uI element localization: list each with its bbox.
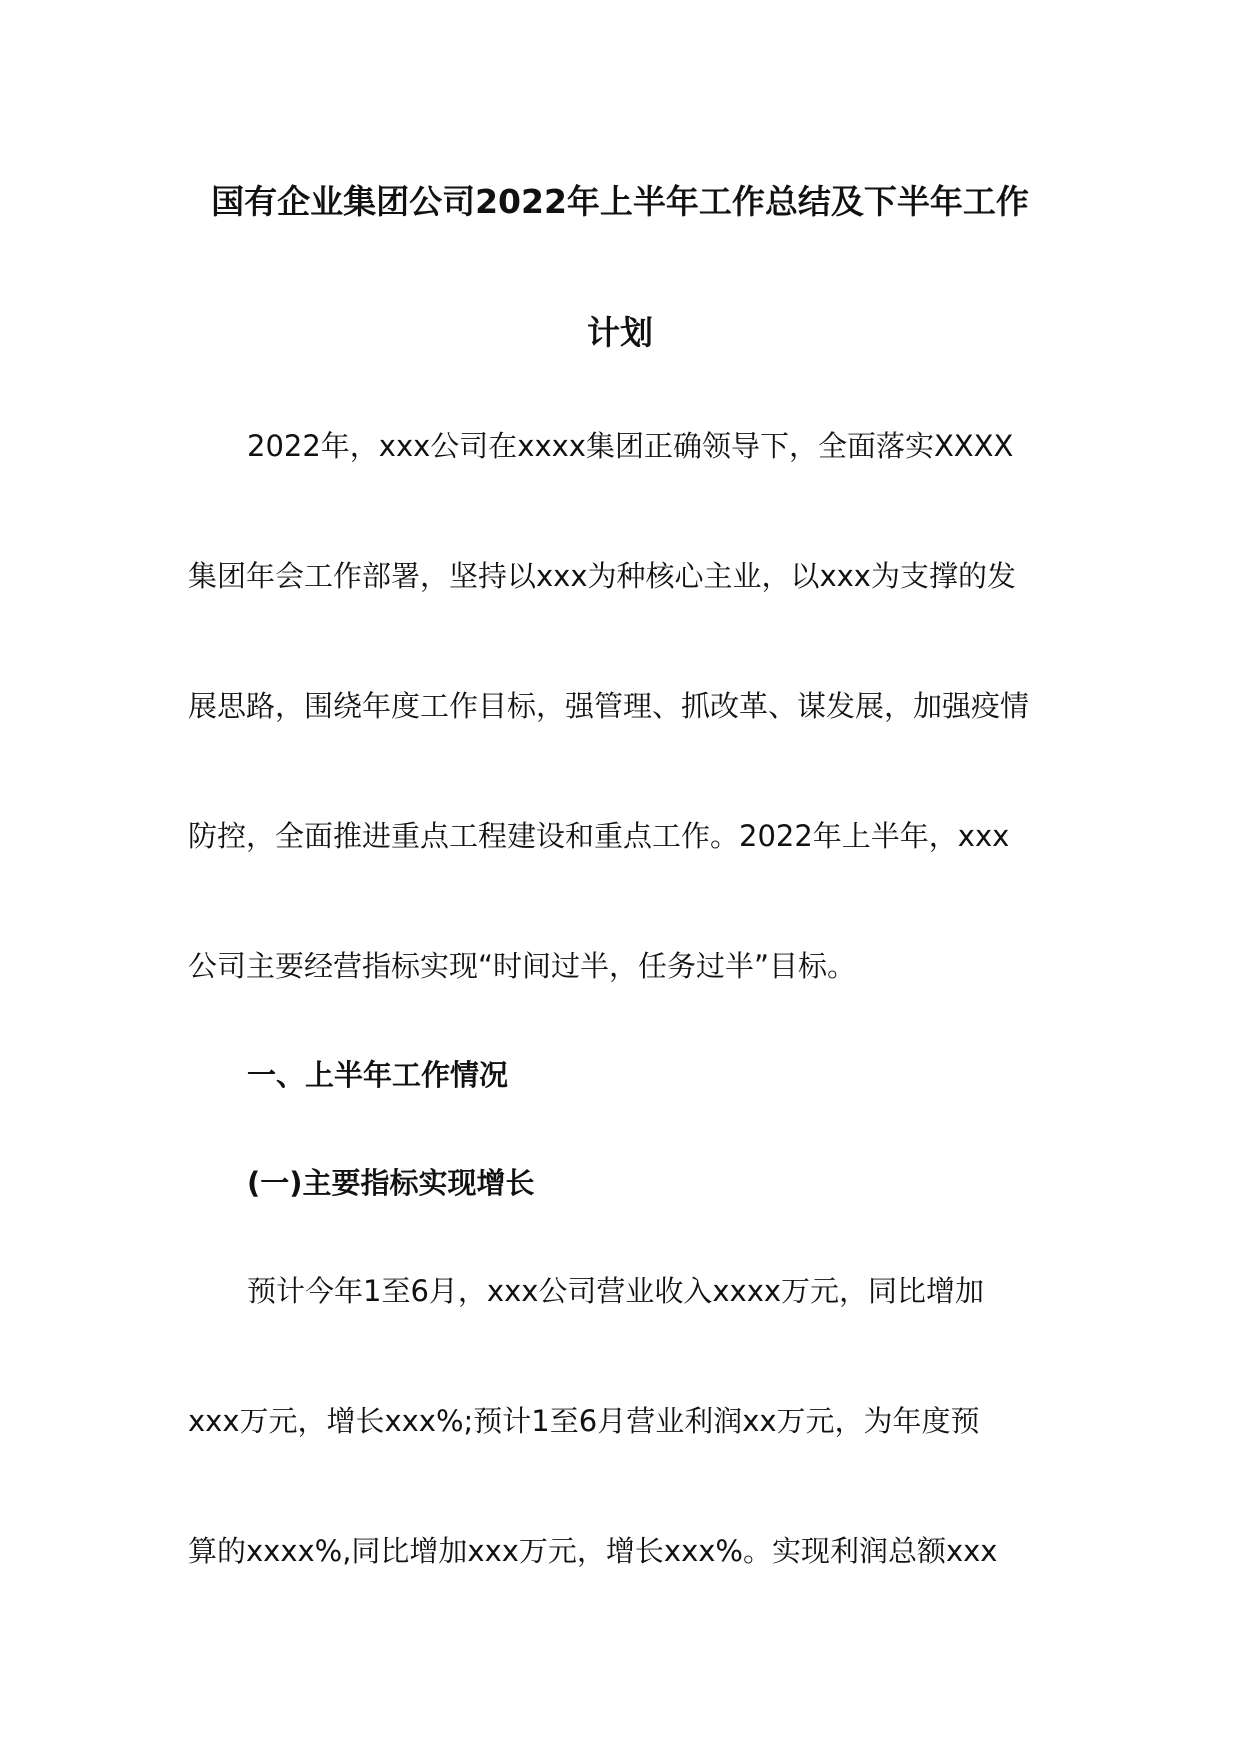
intro-line-2: 集团年会工作部署，坚持以xxx为种核心主业，以xxx为支撑的发 — [188, 559, 1016, 593]
intro-line-1: 2022年，xxx公司在xxxx集团正确领导下，全面落实XXXX — [247, 429, 1014, 463]
intro-line-4: 防控，全面推进重点工程建设和重点工作。2022年上半年，xxx — [188, 819, 1010, 853]
document-title-line-1: 国有企业集团公司2022年上半年工作总结及下半年工作 — [211, 182, 1029, 221]
body-line-2: xxx万元，增长xxx%;预计1至6月营业利润xx万元，为年度预 — [188, 1404, 980, 1438]
section-heading: 一、上半年工作情况 — [247, 1058, 509, 1092]
body-line-3: 算的xxxx%,同比增加xxx万元，增长xxx%。实现利润总额xxx — [188, 1534, 998, 1568]
document-title-line-2: 计划 — [587, 313, 653, 352]
intro-line-3: 展思路，围绕年度工作目标，强管理、抓改革、谋发展，加强疫情 — [188, 689, 1030, 723]
subsection-heading: (一)主要指标实现增长 — [247, 1166, 535, 1200]
intro-line-5: 公司主要经营指标实现“时间过半，任务过半”目标。 — [188, 949, 857, 983]
body-line-1: 预计今年1至6月，xxx公司营业收入xxxx万元，同比增加 — [247, 1274, 985, 1308]
